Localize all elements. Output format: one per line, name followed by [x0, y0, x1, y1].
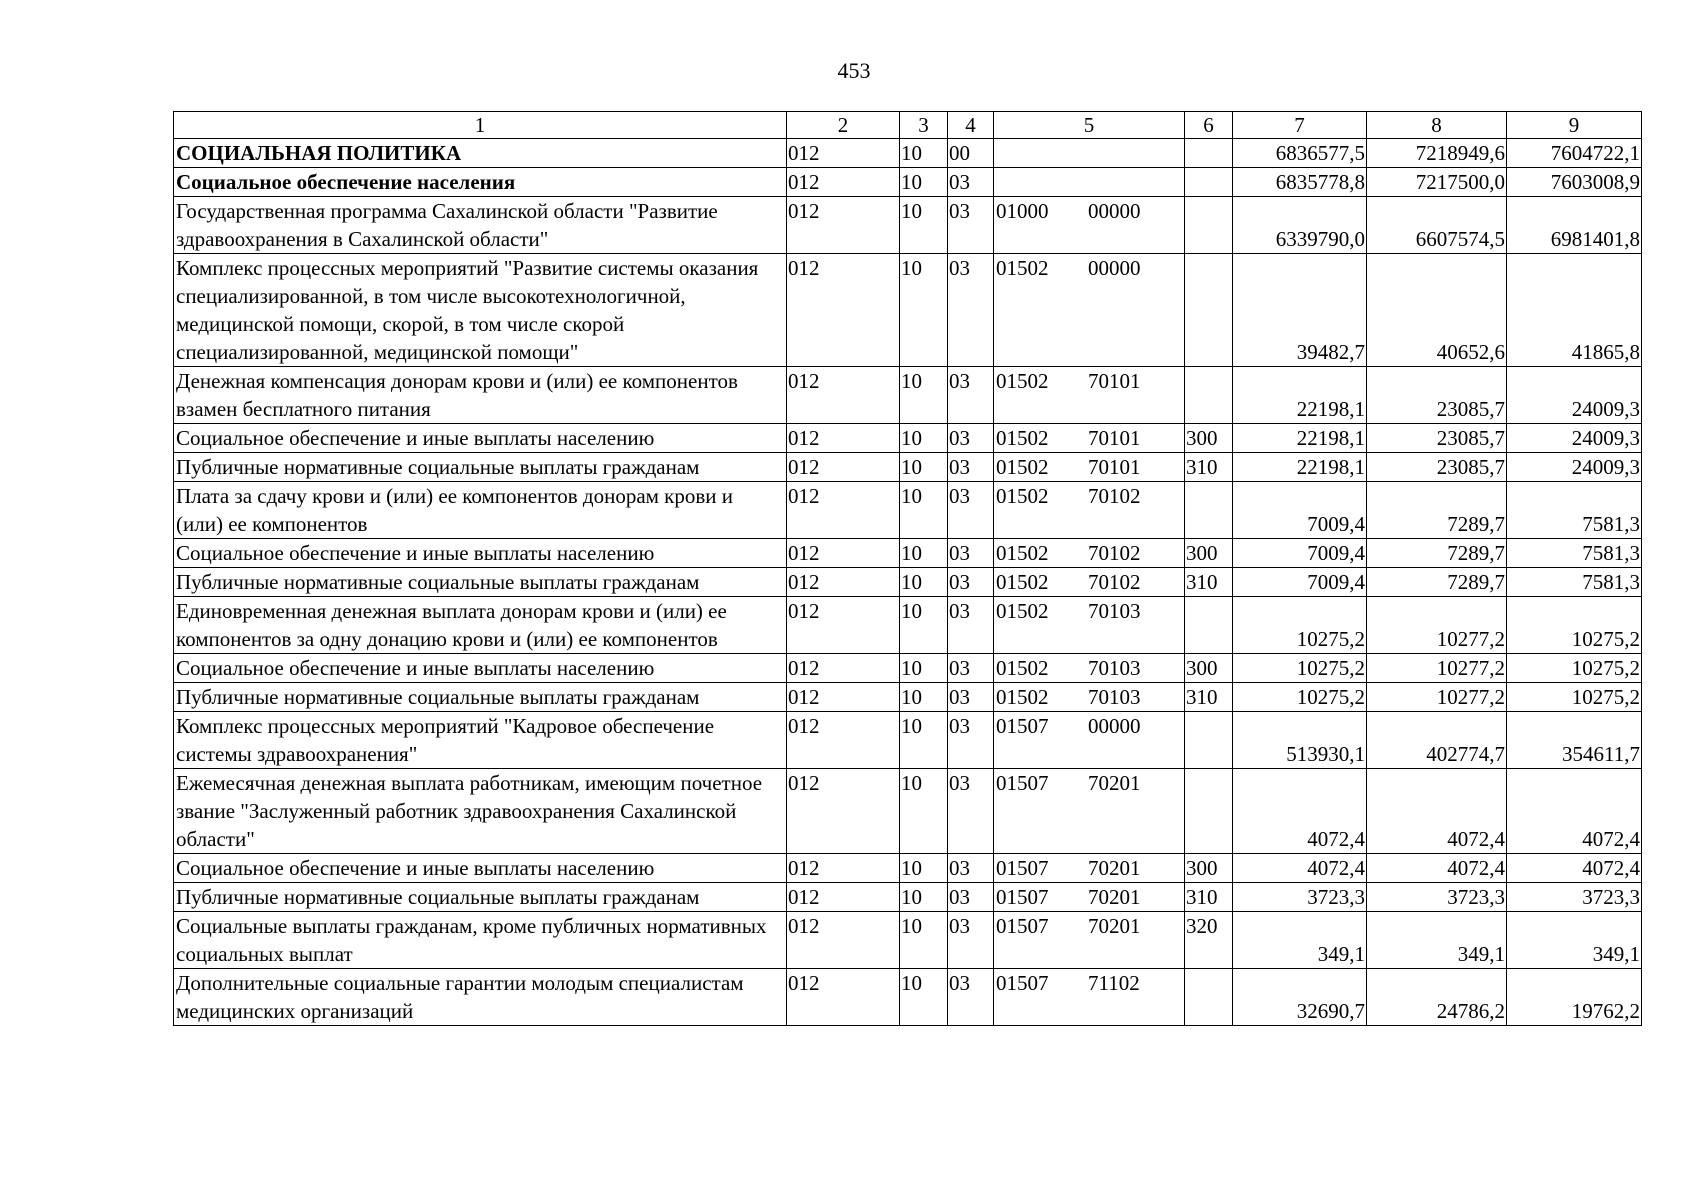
code-expense-type: 310 [1185, 453, 1233, 482]
code-section: 10 [900, 367, 948, 424]
code-ministry: 012 [787, 453, 900, 482]
code-ministry: 012 [787, 367, 900, 424]
row-name: Социальное обеспечение населения [174, 168, 787, 197]
row-name: Социальное обеспечение и иные выплаты населению [174, 424, 787, 453]
table-row [174, 254, 1642, 367]
target-article-program: 01507 [996, 885, 1049, 909]
amount-year2: 7289,7 [1367, 568, 1507, 597]
code-subsection: 03 [948, 367, 994, 424]
code-expense-type: 310 [1185, 568, 1233, 597]
amount-year2: 24786,2 [1367, 969, 1507, 1026]
code-subsection: 03 [948, 769, 994, 854]
code-section: 10 [900, 254, 948, 367]
row-name: Публичные нормативные социальные выплаты гражданам [174, 568, 787, 597]
code-ministry: 012 [787, 254, 900, 367]
amount-year3: 3723,3 [1507, 883, 1642, 912]
target-article-direction: 70201 [1088, 856, 1141, 880]
code-target-article [994, 254, 1185, 367]
code-ministry: 012 [787, 197, 900, 254]
target-article-program: 01502 [996, 484, 1049, 508]
row-name: Комплекс процессных мероприятий "Кадровое обеспечение системы здравоохранения" [174, 712, 787, 769]
code-target-article [994, 168, 1185, 197]
amount-year3: 354611,7 [1507, 712, 1642, 769]
row-name: Единовременная денежная выплата донорам крови и (или) ее компонентов за одну донацию крови и (или) ее компонентов [174, 597, 787, 654]
amount-year1: 6836577,5 [1233, 139, 1367, 168]
amount-year3: 7604722,1 [1507, 139, 1642, 168]
code-section: 10 [900, 712, 948, 769]
amount-year3: 7603008,9 [1507, 168, 1642, 197]
code-ministry: 012 [787, 597, 900, 654]
code-expense-type: 300 [1185, 424, 1233, 453]
target-article-program: 01502 [996, 256, 1049, 280]
budget-table [173, 111, 1642, 1026]
target-article-direction: 00000 [1088, 256, 1141, 280]
target-article-program: 01502 [996, 541, 1049, 565]
row-name: Социальное обеспечение и иные выплаты населению [174, 539, 787, 568]
amount-year2: 7218949,6 [1367, 139, 1507, 168]
code-expense-type [1185, 139, 1233, 168]
code-section: 10 [900, 769, 948, 854]
code-section: 10 [900, 883, 948, 912]
code-section: 10 [900, 568, 948, 597]
code-section: 10 [900, 424, 948, 453]
target-article-program: 01507 [996, 914, 1049, 938]
code-ministry: 012 [787, 654, 900, 683]
amount-year1: 513930,1 [1233, 712, 1367, 769]
row-name: Публичные нормативные социальные выплаты гражданам [174, 453, 787, 482]
amount-year2: 4072,4 [1367, 769, 1507, 854]
code-section: 10 [900, 912, 948, 969]
row-name: Публичные нормативные социальные выплаты гражданам [174, 683, 787, 712]
amount-year3: 7581,3 [1507, 539, 1642, 568]
header-cell: 1 [174, 112, 787, 139]
target-article-program: 01502 [996, 599, 1049, 623]
target-article-program: 01502 [996, 369, 1049, 393]
header-cell: 4 [948, 112, 994, 139]
amount-year2: 10277,2 [1367, 597, 1507, 654]
amount-year3: 7581,3 [1507, 482, 1642, 539]
code-subsection: 03 [948, 654, 994, 683]
code-ministry: 012 [787, 912, 900, 969]
code-subsection: 03 [948, 854, 994, 883]
amount-year3: 24009,3 [1507, 424, 1642, 453]
target-article-direction: 70101 [1088, 426, 1141, 450]
table-row [174, 883, 1642, 912]
code-expense-type [1185, 168, 1233, 197]
code-subsection: 03 [948, 482, 994, 539]
header-cell: 3 [900, 112, 948, 139]
code-subsection: 03 [948, 453, 994, 482]
code-expense-type: 320 [1185, 912, 1233, 969]
amount-year2: 402774,7 [1367, 712, 1507, 769]
amount-year2: 23085,7 [1367, 453, 1507, 482]
target-article-direction: 70102 [1088, 541, 1141, 565]
code-subsection: 03 [948, 168, 994, 197]
target-article-program: 01502 [996, 656, 1049, 680]
code-ministry: 012 [787, 568, 900, 597]
code-section: 10 [900, 683, 948, 712]
amount-year1: 7009,4 [1233, 568, 1367, 597]
amount-year1: 10275,2 [1233, 597, 1367, 654]
row-name: Комплекс процессных мероприятий "Развитие системы оказания специализированной, в том числе высокотехнологичной, медицинской помощи, скорой, в том числе скорой специализированной, медицинской помощи" [174, 254, 787, 367]
table-row [174, 969, 1642, 1026]
code-expense-type [1185, 367, 1233, 424]
target-article-program: 01507 [996, 771, 1049, 795]
amount-year1: 39482,7 [1233, 254, 1367, 367]
header-cell: 5 [994, 112, 1185, 139]
amount-year3: 19762,2 [1507, 969, 1642, 1026]
amount-year1: 32690,7 [1233, 969, 1367, 1026]
amount-year3: 41865,8 [1507, 254, 1642, 367]
row-name: Дополнительные социальные гарантии молодым специалистам медицинских организаций [174, 969, 787, 1026]
table-row [174, 539, 1642, 568]
amount-year1: 10275,2 [1233, 683, 1367, 712]
header-cell: 2 [787, 112, 900, 139]
amount-year1: 7009,4 [1233, 482, 1367, 539]
code-target-article [994, 883, 1185, 912]
header-cell: 8 [1367, 112, 1507, 139]
amount-year2: 7289,7 [1367, 539, 1507, 568]
amount-year1: 22198,1 [1233, 367, 1367, 424]
code-target-article [994, 197, 1185, 254]
code-ministry: 012 [787, 712, 900, 769]
target-article-direction: 70103 [1088, 599, 1141, 623]
row-name: СОЦИАЛЬНАЯ ПОЛИТИКА [174, 139, 787, 168]
target-article-direction: 00000 [1088, 199, 1141, 223]
table-row [174, 712, 1642, 769]
amount-year3: 349,1 [1507, 912, 1642, 969]
code-subsection: 03 [948, 597, 994, 654]
target-article-direction: 70102 [1088, 570, 1141, 594]
row-name: Социальные выплаты гражданам, кроме публичных нормативных социальных выплат [174, 912, 787, 969]
target-article-program: 01502 [996, 426, 1049, 450]
amount-year1: 6835778,8 [1233, 168, 1367, 197]
amount-year2: 10277,2 [1367, 683, 1507, 712]
code-subsection: 03 [948, 912, 994, 969]
code-ministry: 012 [787, 424, 900, 453]
code-ministry: 012 [787, 883, 900, 912]
table-row [174, 197, 1642, 254]
code-subsection: 03 [948, 197, 994, 254]
code-ministry: 012 [787, 969, 900, 1026]
code-target-article [994, 367, 1185, 424]
target-article-program: 01502 [996, 455, 1049, 479]
target-article-program: 01507 [996, 856, 1049, 880]
code-subsection: 03 [948, 969, 994, 1026]
amount-year1: 6339790,0 [1233, 197, 1367, 254]
code-expense-type: 310 [1185, 883, 1233, 912]
table-row [174, 769, 1642, 854]
code-section: 10 [900, 854, 948, 883]
code-ministry: 012 [787, 168, 900, 197]
code-section: 10 [900, 197, 948, 254]
code-target-article [994, 912, 1185, 969]
code-ministry: 012 [787, 683, 900, 712]
code-target-article [994, 139, 1185, 168]
code-section: 10 [900, 482, 948, 539]
code-target-article [994, 539, 1185, 568]
amount-year3: 10275,2 [1507, 654, 1642, 683]
code-expense-type: 300 [1185, 854, 1233, 883]
amount-year1: 10275,2 [1233, 654, 1367, 683]
amount-year1: 349,1 [1233, 912, 1367, 969]
amount-year2: 349,1 [1367, 912, 1507, 969]
page-number: 453 [837, 58, 871, 83]
amount-year2: 23085,7 [1367, 424, 1507, 453]
row-name: Государственная программа Сахалинской области "Развитие здравоохранения в Сахалинской области" [174, 197, 787, 254]
code-target-article [994, 482, 1185, 539]
target-article-direction: 00000 [1088, 714, 1141, 738]
target-article-program: 01507 [996, 714, 1049, 738]
table-row [174, 168, 1642, 197]
amount-year3: 10275,2 [1507, 683, 1642, 712]
code-target-article [994, 712, 1185, 769]
code-expense-type [1185, 597, 1233, 654]
amount-year2: 6607574,5 [1367, 197, 1507, 254]
code-ministry: 012 [787, 769, 900, 854]
header-cell: 9 [1507, 112, 1642, 139]
code-target-article [994, 683, 1185, 712]
code-expense-type [1185, 482, 1233, 539]
header-cell: 7 [1233, 112, 1367, 139]
code-expense-type [1185, 769, 1233, 854]
amount-year1: 3723,3 [1233, 883, 1367, 912]
code-expense-type [1185, 712, 1233, 769]
table-row [174, 854, 1642, 883]
code-subsection: 03 [948, 539, 994, 568]
code-expense-type: 310 [1185, 683, 1233, 712]
target-article-direction: 70101 [1088, 455, 1141, 479]
row-name: Публичные нормативные социальные выплаты гражданам [174, 883, 787, 912]
row-name: Социальное обеспечение и иные выплаты населению [174, 854, 787, 883]
code-subsection: 00 [948, 139, 994, 168]
amount-year1: 4072,4 [1233, 854, 1367, 883]
code-section: 10 [900, 969, 948, 1026]
code-subsection: 03 [948, 424, 994, 453]
code-section: 10 [900, 597, 948, 654]
amount-year2: 7289,7 [1367, 482, 1507, 539]
code-target-article [994, 568, 1185, 597]
row-name: Плата за сдачу крови и (или) ее компонентов донорам крови и (или) ее компонентов [174, 482, 787, 539]
amount-year3: 4072,4 [1507, 854, 1642, 883]
code-section: 10 [900, 453, 948, 482]
code-subsection: 03 [948, 712, 994, 769]
code-expense-type [1185, 969, 1233, 1026]
code-section: 10 [900, 539, 948, 568]
code-section: 10 [900, 139, 948, 168]
amount-year2: 40652,6 [1367, 254, 1507, 367]
code-target-article [994, 854, 1185, 883]
code-ministry: 012 [787, 854, 900, 883]
target-article-direction: 70102 [1088, 484, 1141, 508]
amount-year1: 4072,4 [1233, 769, 1367, 854]
amount-year2: 7217500,0 [1367, 168, 1507, 197]
amount-year1: 22198,1 [1233, 424, 1367, 453]
target-article-direction: 71102 [1088, 971, 1140, 995]
code-expense-type: 300 [1185, 539, 1233, 568]
target-article-program: 01507 [996, 971, 1049, 995]
code-ministry: 012 [787, 539, 900, 568]
code-subsection: 03 [948, 254, 994, 367]
code-target-article [994, 597, 1185, 654]
code-subsection: 03 [948, 568, 994, 597]
target-article-direction: 70101 [1088, 369, 1141, 393]
code-target-article [994, 969, 1185, 1026]
amount-year1: 7009,4 [1233, 539, 1367, 568]
code-expense-type [1185, 197, 1233, 254]
amount-year2: 4072,4 [1367, 854, 1507, 883]
code-ministry: 012 [787, 482, 900, 539]
amount-year3: 7581,3 [1507, 568, 1642, 597]
target-article-program: 01502 [996, 570, 1049, 594]
target-article-direction: 70201 [1088, 885, 1141, 909]
amount-year3: 24009,3 [1507, 453, 1642, 482]
table-row [174, 424, 1642, 453]
amount-year3: 6981401,8 [1507, 197, 1642, 254]
code-subsection: 03 [948, 883, 994, 912]
code-ministry: 012 [787, 139, 900, 168]
amount-year2: 23085,7 [1367, 367, 1507, 424]
amount-year2: 10277,2 [1367, 654, 1507, 683]
code-target-article [994, 769, 1185, 854]
code-target-article [994, 654, 1185, 683]
target-article-direction: 70103 [1088, 656, 1141, 680]
row-name: Социальное обеспечение и иные выплаты населению [174, 654, 787, 683]
row-name: Денежная компенсация донорам крови и (или) ее компонентов взамен бесплатного питания [174, 367, 787, 424]
table-row [174, 597, 1642, 654]
table-row [174, 568, 1642, 597]
code-section: 10 [900, 168, 948, 197]
code-subsection: 03 [948, 683, 994, 712]
table-row [174, 482, 1642, 539]
table-row [174, 683, 1642, 712]
code-target-article [994, 453, 1185, 482]
amount-year3: 4072,4 [1507, 769, 1642, 854]
table-row [174, 654, 1642, 683]
amount-year3: 10275,2 [1507, 597, 1642, 654]
table-row [174, 912, 1642, 969]
code-target-article [994, 424, 1185, 453]
table-row [174, 453, 1642, 482]
code-expense-type: 300 [1185, 654, 1233, 683]
header-cell: 6 [1185, 112, 1233, 139]
code-section: 10 [900, 654, 948, 683]
amount-year3: 24009,3 [1507, 367, 1642, 424]
amount-year1: 22198,1 [1233, 453, 1367, 482]
target-article-program: 01502 [996, 685, 1049, 709]
table-row [174, 367, 1642, 424]
target-article-direction: 70201 [1088, 771, 1141, 795]
amount-year2: 3723,3 [1367, 883, 1507, 912]
target-article-direction: 70103 [1088, 685, 1141, 709]
table-row [174, 139, 1642, 168]
row-name: Ежемесячная денежная выплата работникам, имеющим почетное звание "Заслуженный работник здравоохранения Сахалинской области" [174, 769, 787, 854]
table-header-row [174, 112, 1642, 139]
target-article-program: 01000 [996, 199, 1049, 223]
code-expense-type [1185, 254, 1233, 367]
target-article-direction: 70201 [1088, 914, 1141, 938]
